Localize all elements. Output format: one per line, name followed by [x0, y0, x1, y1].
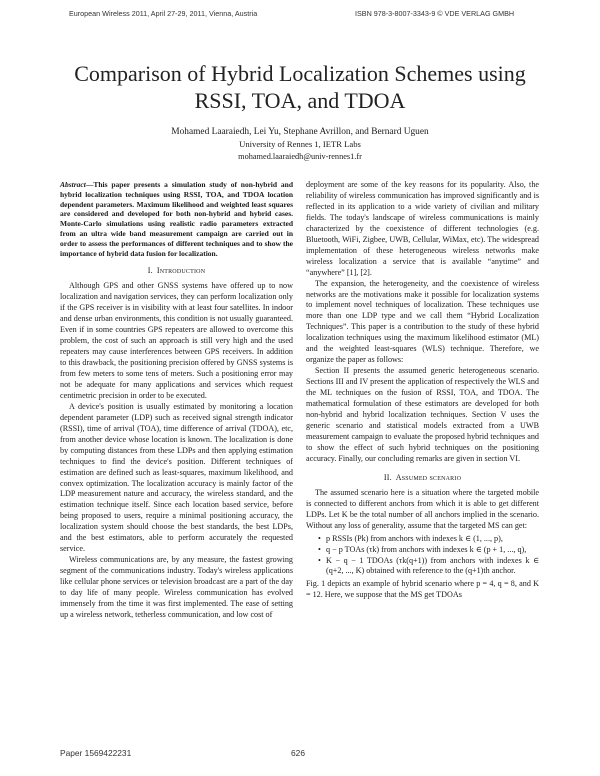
paragraph: deployment are some of the key reasons for its popularity. Also, the reliability of wireless communication has improved significantly and is reflected in its application to a wide variety of civilian and military fields. The today's landscape of wireless communications is mainly characterized by the coexistence of different technologies (e.g. Bluetooth, WiFi, Zigbee, UWB, Cellular, WiMax, etc). The widespread implementation of these heterogeneous wireless networks make wireless localization a service that is available “anytime” and “anywhere” [1], [2].: [306, 180, 539, 277]
bullet-icon: •: [318, 555, 321, 565]
isbn-header: ISBN 978-3-8007-3343-9 © VDE VERLAG GMBH: [355, 9, 515, 18]
paragraph: Although GPS and other GNSS systems have offered up to now localization and navigation services, they can perform localization only if the GPS receiver is in visibility with at least four satellites. In indoor and dense urban environments, this condition is not usually guaranteed. Even if in some countries GPS repeaters are allowed to overcome this problem, the cost of such an approach is still very high and the used repeaters may cause interferences between GPS receivers. In addition to this drawback, the positioning precision offered by GNSS systems is from few meters to some tens of meters. Such a positioning error may not be adequate for many applications and services which request centimetric precision in order to be executed.: [60, 281, 293, 400]
section-heading-assumed-scenario: [306, 472, 539, 483]
bullet-icon: •: [318, 533, 321, 543]
left-column: [60, 180, 293, 621]
authors: Mohamed Laaraiedh, Lei Yu, Stephane Avrillon, and Bernard Uguen: [171, 127, 429, 137]
abstract: [60, 180, 293, 258]
paragraph: Wireless communications are, by any measure, the fastest growing segment of the communications industry. Today's wireless applications like cellular phone services or television broadcast are a part of the day to day life of many people. Wireless communication has evolved immensely from the time it was first implemented. The ease of setting up a wireless network, tetherless communication, and low cost of: [60, 555, 293, 619]
section-title: Introduction: [156, 266, 206, 276]
paper-id: Paper 1569422231: [60, 748, 132, 758]
paragraph: A device's position is usually estimated by monitoring a location dependent parameter (LDP) such as received signal strength indicator (RSSI), time of arrival (TOA), time difference of arrival (TDOA), etc, from another device whose location is known. The localization is done by computing distances from these LDPs and then applying estimation techniques to find the device's position. Different techniques of estimation are defined such as least-squares, maximum likelihood, and convex optimization. The localization accuracy is mainly factor of the LDP measurement nature and accuracy, the wireless standard, and the estimation technique itself. Since each location based service, before being proposed to users, require a minimal positioning accuracy, the localization system should choose the best standards, the best LDPs, and the best estimators, able to perform accurately the requested service.: [60, 401, 293, 554]
paper-title: [0, 60, 600, 114]
paragraph: The expansion, the heterogeneity, and the coexistence of wireless networks are the motivations make it possible for localization systems to implement novel techniques of localization. These techniques use more than one LDP type and we call them “Hybrid Localization Techniques”. This paper is a contribution to the study of these hybrid localization techniques using the maximum likelihood estimator (ML) and the weighted least-squares (WLS) technique. Therefore, we organize the paper as follows:: [306, 278, 539, 365]
section-number: I.: [147, 266, 153, 276]
section-heading-introduction: [60, 265, 293, 276]
list-item: • q − p TOAs (τk) from anchors with indexes k ∈ (p + 1, ..., q),: [318, 544, 527, 554]
bullet-icon: •: [318, 544, 321, 554]
page-number: 626: [291, 748, 305, 758]
ldp-bullet-list: [306, 534, 539, 578]
list-item: • p RSSIs (Pk) from anchors with indexes k ∈ (1, ..., p),: [318, 533, 503, 543]
affiliation: University of Rennes 1, IETR Labs: [239, 139, 361, 149]
right-column: [306, 180, 539, 601]
title-line-1: Comparison of Hybrid Localization Schemes using: [74, 61, 526, 86]
list-item: • K − q − 1 TDOAs (τk(q+1)) from anchors with indexes k ∈ (q+2, ..., K) obtained with reference to the (q+1)th anchor.: [318, 555, 539, 576]
section-title: Assumed scenario: [395, 472, 462, 482]
abstract-text: —This paper presents a simulation study of non-hybrid and hybrid localization techniques using RSSI, TOA, and TDOA location dependent parameters. Maximum likelihood and weighted least squares are considered and developed for both non-hybrid and hybrid cases. Monte-Carlo simulations using realistic radio parameters extracted from an ultra wide band measurement campaign are carried out in order to assess the performances of different techniques and to show the importance of hybrid data fusion for localization.: [60, 180, 293, 258]
title-line-2: RSSI, TOA, and TDOA: [194, 88, 406, 113]
paragraph: The assumed scenario here is a situation where the targeted mobile is connected to different anchors from which it is able to get different LDPs. Let K be the total number of all anchors implied in the scenario. Without any loss of generality, assume that the targeted MS can get:: [306, 487, 539, 530]
paragraph: Section II presents the assumed generic heterogeneous scenario. Sections III and IV present the application of respectively the WLS and the ML techniques on the fusion of RSSI, TOA, and TDOA. The mathematical formulation of these estimators are developed for both non-hybrid and hybrid localization techniques. Section V uses the generic scenario and statistical models extracted from a UWB measurement campaign to evaluate the proposed hybrid techniques and to show the effect of such hybrid techniques on the positioning accuracy. Finally, our concluding remarks are given in section VI.: [306, 366, 539, 463]
paragraph: Fig. 1 depicts an example of hybrid scenario where p = 4, q = 8, and K = 12. Here, we suppose that the MS get TDOAs: [306, 579, 539, 600]
conference-header: European Wireless 2011, April 27-29, 2011, Vienna, Austria: [69, 9, 258, 18]
author-email: mohamed.laaraiedh@univ-rennes1.fr: [238, 152, 362, 161]
abstract-lead: Abstract: [60, 180, 86, 189]
section-number: II.: [383, 472, 392, 482]
